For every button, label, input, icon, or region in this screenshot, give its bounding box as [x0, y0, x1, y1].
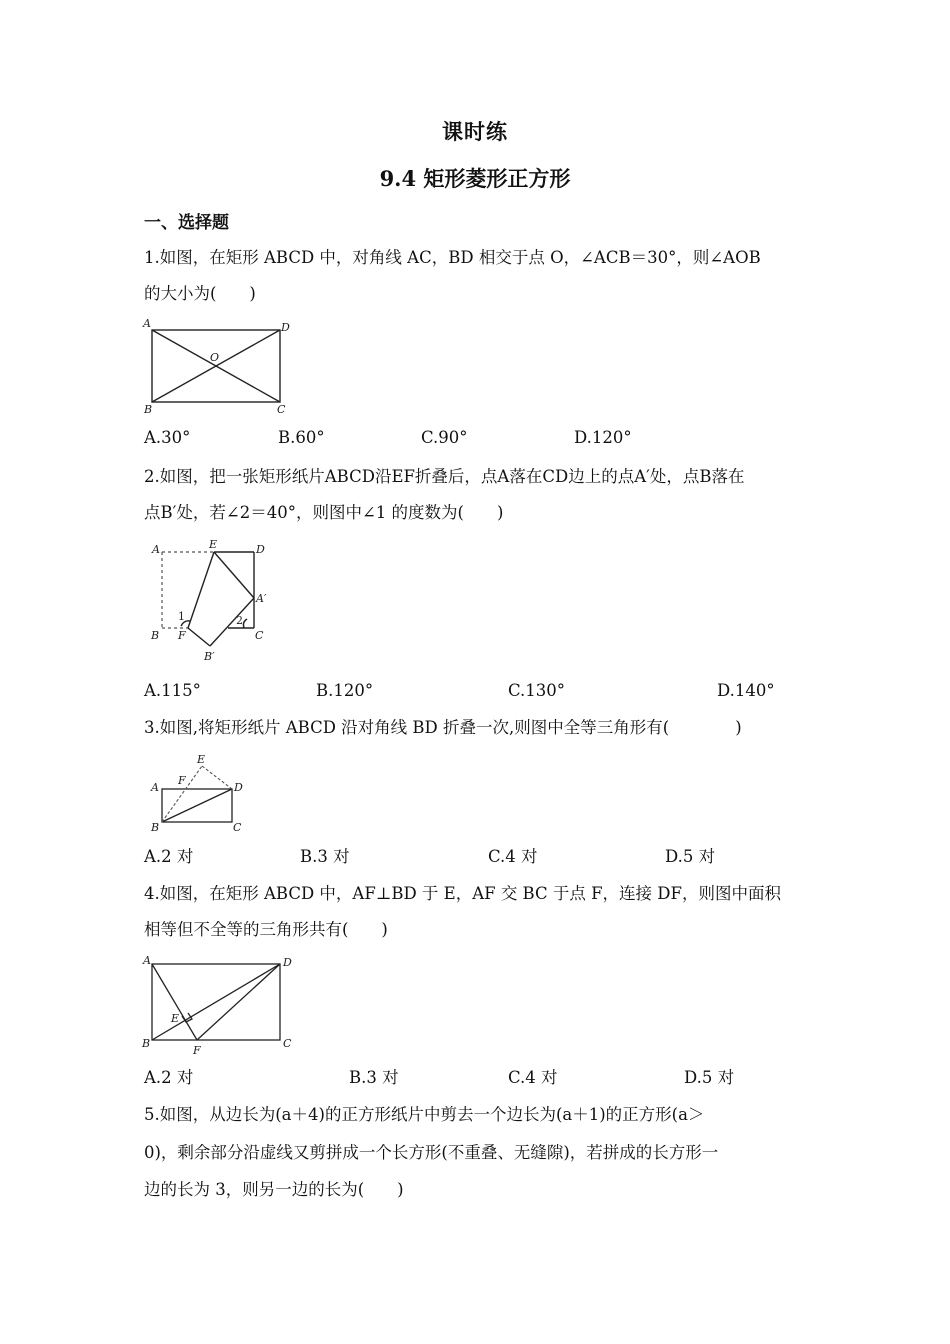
- q1-label-c: C: [277, 403, 286, 416]
- question-2-option-d: D.140°: [717, 681, 775, 700]
- question-1-option-a: A.30°: [144, 428, 191, 447]
- q2-label-b-prime: B′: [204, 650, 215, 663]
- q2-label-angle-1: 1: [178, 610, 185, 623]
- question-5-text-line-2: 0)，剩余部分沿虚线又剪拼成一个长方形(不重叠、无缝隙)，若拼成的长方形一: [144, 1143, 719, 1162]
- question-4-text-line-1: 4.如图，在矩形 ABCD 中，AF⊥BD 于 E，AF 交 BC 于点 F，连接 DF，则图中面积: [144, 884, 781, 903]
- question-2-option-a: A.115°: [144, 681, 201, 700]
- q3-label-f: F: [178, 774, 186, 787]
- question-1-text-line-2: 的大小为( ): [144, 284, 256, 303]
- question-2-option-c: C.130°: [508, 681, 566, 700]
- q3-label-b: B: [151, 821, 160, 834]
- q2-label-e: E: [209, 538, 218, 551]
- q4-label-f: F: [193, 1044, 201, 1057]
- q2-label-b: B: [151, 629, 160, 642]
- q4-label-e: E: [171, 1012, 180, 1025]
- question-1-option-b: B.60°: [278, 428, 325, 447]
- q4-label-a: A: [143, 954, 151, 967]
- question-4-option-a: A.2 对: [144, 1068, 194, 1087]
- question-3-figure: [146, 752, 256, 836]
- q1-label-a: A: [143, 317, 151, 330]
- q3-label-c: C: [233, 821, 242, 834]
- q2-label-f: F: [178, 629, 186, 642]
- question-4-option-c: C.4 对: [508, 1068, 558, 1087]
- q4-label-b: B: [142, 1037, 151, 1050]
- q2-label-angle-2: 2: [236, 614, 243, 627]
- question-2-text-line-1: 2.如图，把一张矩形纸片ABCD沿EF折叠后，点A落在CD边上的点A′处，点B落在: [144, 467, 745, 486]
- q2-label-a: A: [152, 543, 160, 556]
- question-1-option-d: D.120°: [574, 428, 632, 447]
- q1-label-b: B: [144, 403, 153, 416]
- question-3-option-a: A.2 对: [144, 847, 194, 866]
- question-5-text-line-1: 5.如图，从边长为(a＋4)的正方形纸片中剪去一个边长为(a＋1)的正方形(a＞: [144, 1105, 705, 1124]
- q4-label-d: D: [283, 956, 292, 969]
- question-2-option-b: B.120°: [316, 681, 374, 700]
- page-subtitle: 9.4 矩形菱形正方形: [379, 166, 571, 191]
- question-1-option-c: C.90°: [421, 428, 468, 447]
- page-title: 课时练: [442, 119, 508, 144]
- q1-label-d: D: [281, 321, 290, 334]
- question-4-figure: [140, 952, 300, 1060]
- q2-label-d: D: [256, 543, 265, 556]
- section-heading: 一、选择题: [144, 213, 229, 233]
- question-2-figure: [148, 538, 278, 666]
- q4-label-c: C: [283, 1037, 292, 1050]
- question-1-text-line-1: 1.如图，在矩形 ABCD 中，对角线 AC，BD 相交于点 O，∠ACB＝30°，则∠AOB: [144, 248, 761, 267]
- q2-label-c: C: [255, 629, 264, 642]
- question-1-figure: [140, 316, 300, 420]
- question-3-option-d: D.5 对: [665, 847, 716, 866]
- question-3-option-b: B.3 对: [300, 847, 350, 866]
- question-5-text-line-3: 边的长为 3，则另一边的长为( ): [144, 1180, 404, 1199]
- q3-label-d: D: [234, 781, 243, 794]
- question-4-text-line-2: 相等但不全等的三角形共有( ): [144, 920, 388, 939]
- question-4-option-b: B.3 对: [349, 1068, 399, 1087]
- q1-label-o: O: [210, 351, 220, 364]
- question-2-text-line-2: 点B′处，若∠2＝40°，则图中∠1 的度数为( ): [144, 503, 504, 522]
- question-3-text-line-1: 3.如图,将矩形纸片 ABCD 沿对角线 BD 折叠一次,则图中全等三角形有( ): [144, 718, 742, 737]
- q3-label-a: A: [151, 781, 159, 794]
- q3-label-e: E: [197, 753, 206, 766]
- question-3-option-c: C.4 对: [488, 847, 538, 866]
- question-4-option-d: D.5 对: [684, 1068, 735, 1087]
- q2-label-a-prime: A′: [256, 592, 267, 605]
